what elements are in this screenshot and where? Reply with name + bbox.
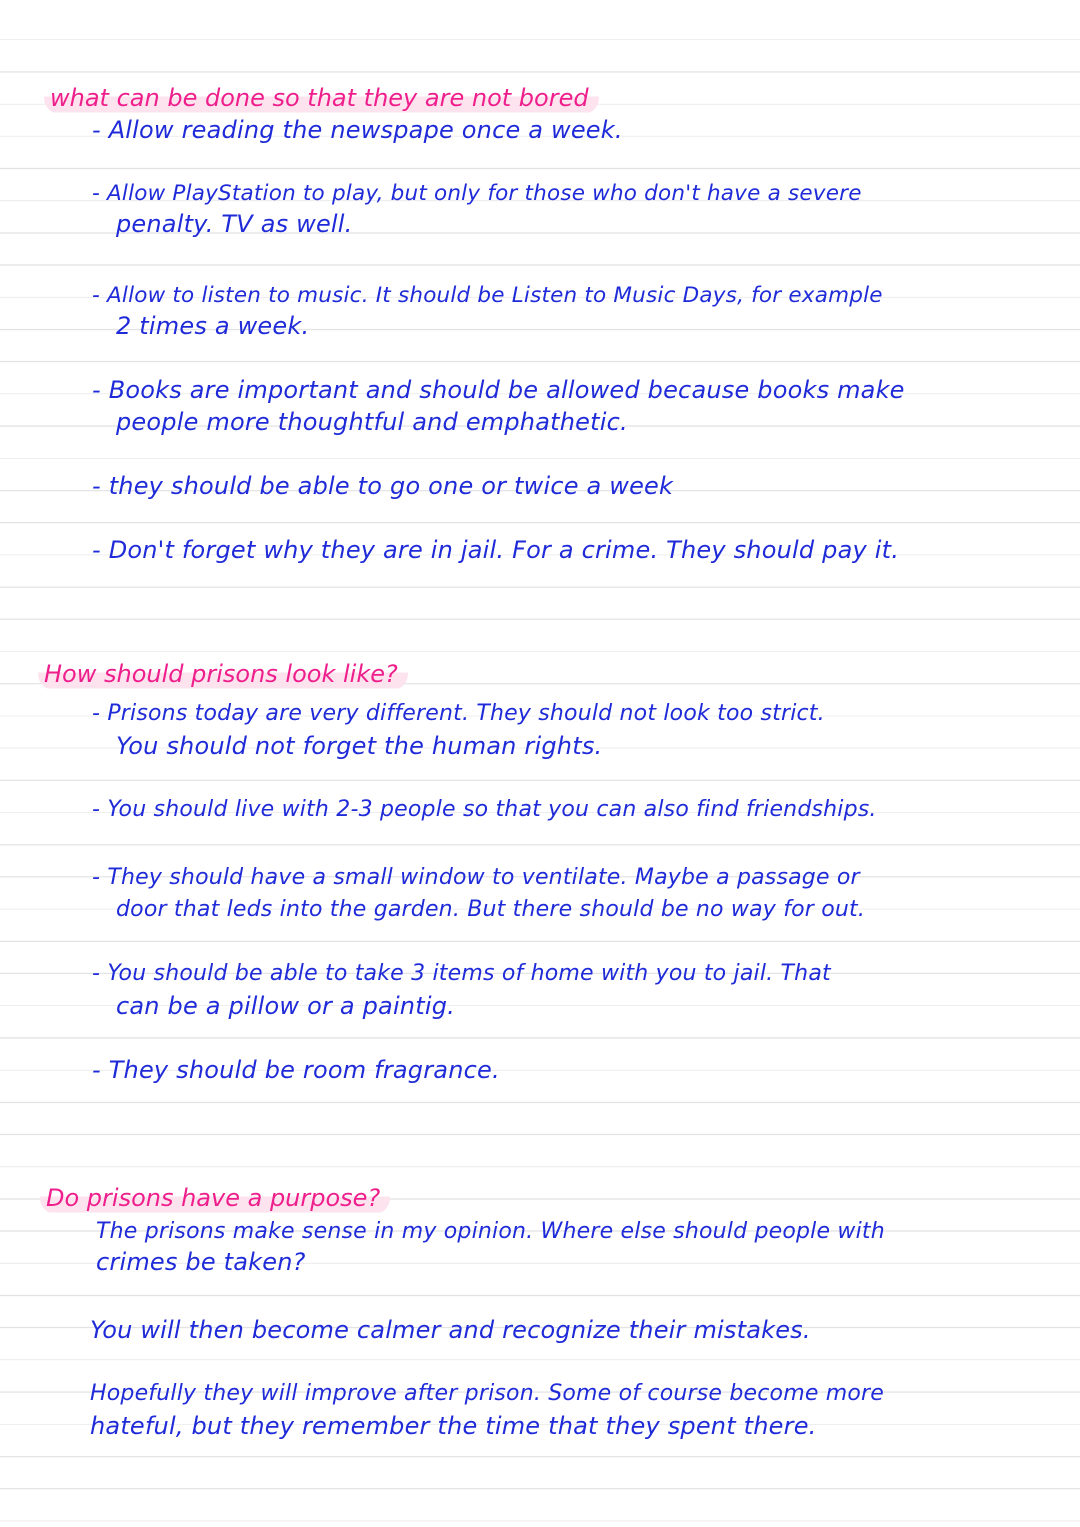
note-line: - Don't forget why they are in jail. For a crime. They should pay it.	[92, 536, 900, 564]
note-line: crimes be taken?	[96, 1248, 306, 1276]
note-line: - You should be able to take 3 items of home with you to jail. That	[92, 961, 831, 986]
note-line: You will then become calmer and recognize their mistakes.	[90, 1316, 811, 1344]
heading-purpose: Do prisons have a purpose?	[40, 1182, 390, 1214]
note-line: people more thoughtful and emphathetic.	[116, 408, 628, 436]
note-line: - They should be room fragrance.	[92, 1056, 500, 1084]
note-line: can be a pillow or a paintig.	[116, 992, 455, 1020]
note-line: hateful, but they remember the time that they spent there.	[90, 1412, 817, 1440]
note-line: You should not forget the human rights.	[116, 732, 603, 760]
note-line: door that leds into the garden. But there should be no way for out.	[116, 897, 866, 922]
note-line: - Prisons today are very different. They should not look too strict.	[92, 701, 825, 726]
note-line: 2 times a week.	[116, 312, 310, 340]
heading-not-bored: what can be done so that they are not bored	[44, 82, 599, 114]
note-line: penalty. TV as well.	[116, 210, 353, 238]
note-line: - Allow reading the newspape once a week.	[92, 116, 623, 144]
heading-prisons-look: How should prisons look like?	[38, 658, 408, 690]
note-line: - They should have a small window to ventilate. Maybe a passage or	[92, 865, 860, 890]
note-line: - Books are important and should be allowed because books make	[92, 376, 905, 404]
note-line: The prisons make sense in my opinion. Where else should people with	[96, 1219, 885, 1244]
note-line: - they should be able to go one or twice a week	[92, 472, 674, 500]
note-line: - Allow to listen to music. It should be Listen to Music Days, for example	[92, 283, 883, 308]
note-line: Hopefully they will improve after prison. Some of course become more	[90, 1381, 885, 1406]
note-line: - You should live with 2-3 people so that you can also find friendships.	[92, 797, 877, 822]
note-line: - Allow PlayStation to play, but only for those who don't have a severe	[92, 181, 862, 206]
